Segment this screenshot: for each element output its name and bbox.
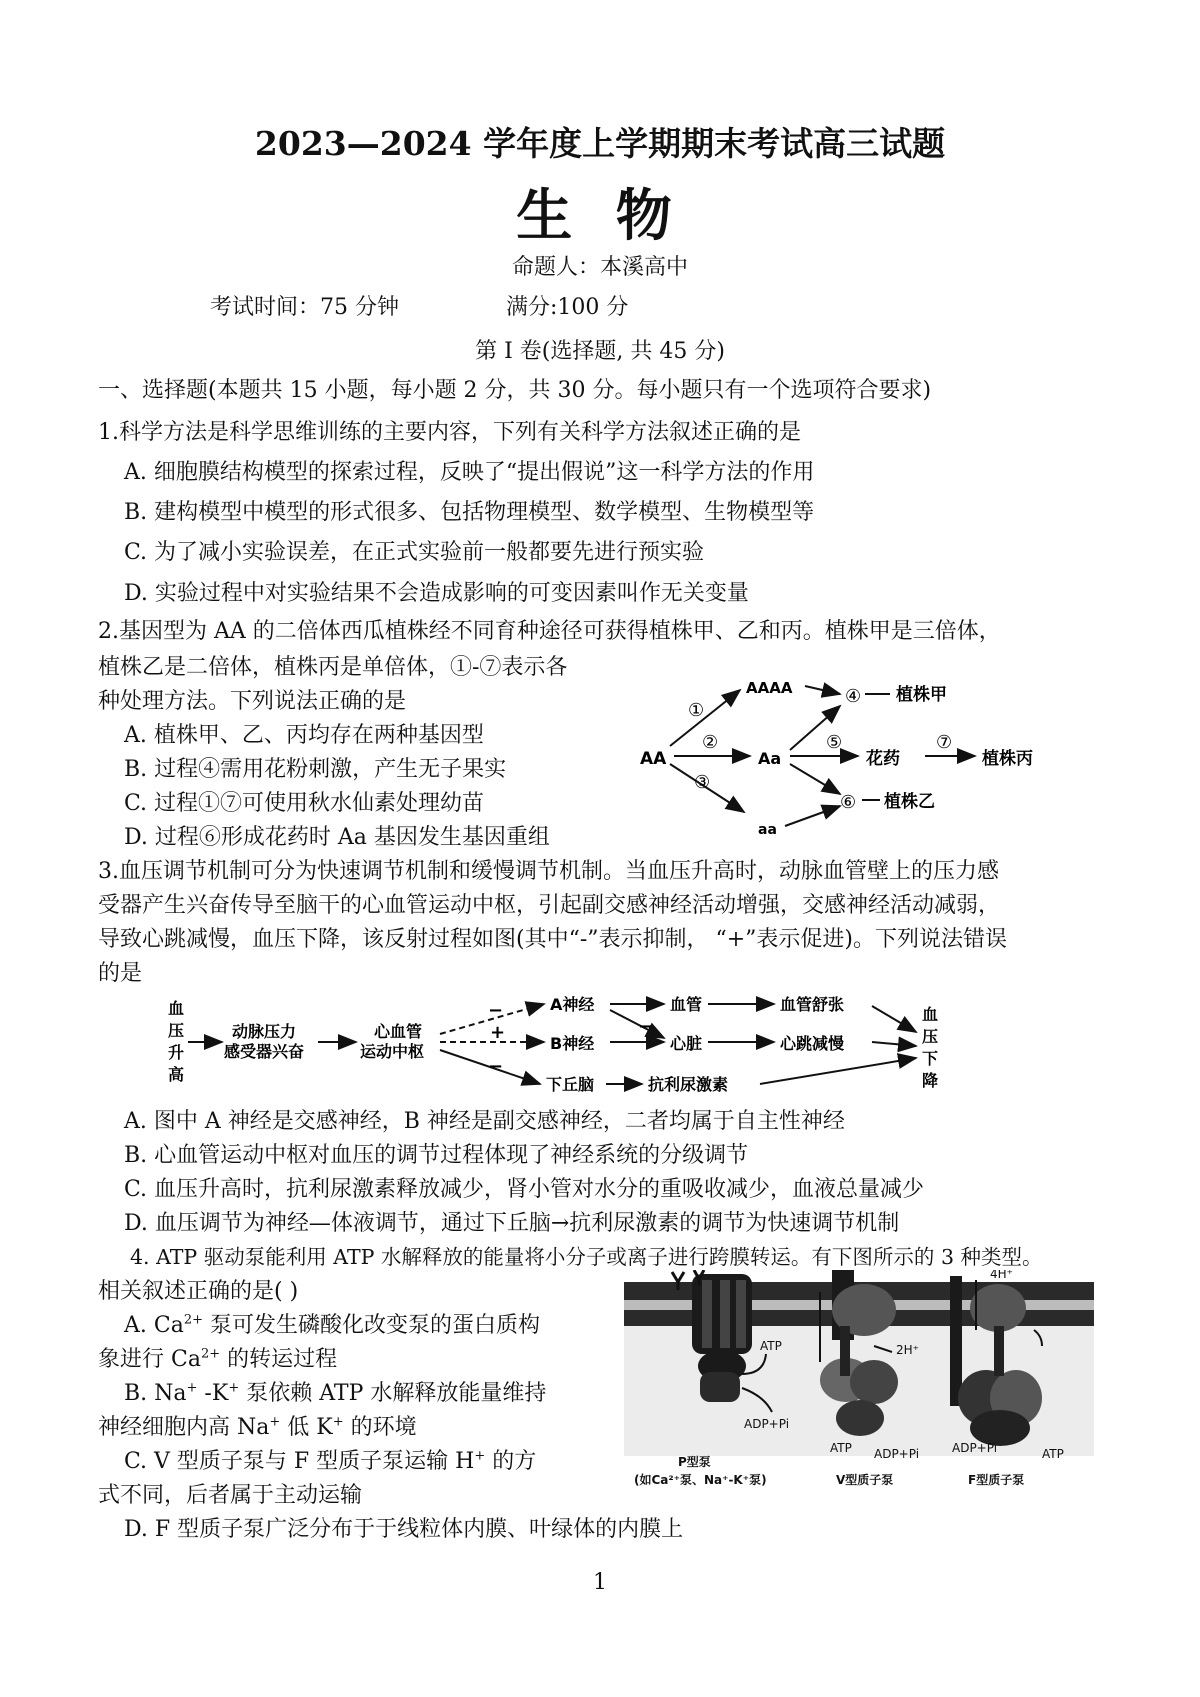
genotype-aa: aa [758, 822, 777, 836]
q2-option-d: D. 过程⑥形成花药时 Aa 基因发生基因重组 [124, 825, 550, 850]
genotype-Aa: Aa [758, 749, 782, 768]
center-line2: 运动中枢 [360, 1042, 425, 1061]
q4-b-sup1: + [186, 1380, 198, 1396]
q2-stem-line2: 植株乙是二倍体，植株丙是单倍体，①-⑦表示各 [98, 655, 568, 680]
plant-bing: 植株丙 [982, 749, 1033, 769]
step-7-label: ⑦ [936, 732, 953, 753]
fall-char-2: 压 [922, 1027, 939, 1046]
exam-time: 考试时间：75 分钟 [210, 295, 399, 320]
rise-char-1: 血 [168, 999, 185, 1018]
q1-option-b: B. 建构模型中模型的形式很多、包括物理模型、数学模型、生物模型等 [124, 500, 815, 525]
q4-option-a-line1 [124, 1308, 540, 1339]
page-number: 1 [593, 1570, 607, 1595]
f-adp-label: ADP+Pi [952, 1441, 998, 1455]
q4-c-text2: 的方 [485, 1449, 537, 1474]
step-2-label: ② [702, 732, 719, 753]
minus-sign-heart: − [638, 1016, 654, 1037]
step-5-label: ⑤ [826, 732, 843, 753]
plant-jia: 植株甲 [896, 685, 947, 705]
volume-heading: 第 Ⅰ 卷(选择题, 共 45 分) [475, 339, 725, 364]
q4-b-text1: B. Na [124, 1381, 187, 1406]
q1-option-a: A. 细胞膜结构模型的探索过程，反映了“提出假说”这一科学方法的作用 [124, 460, 815, 485]
q4-b-text6: 的环境 [343, 1415, 417, 1440]
subject-title: 生 物 [516, 183, 684, 249]
rise-char-4: 高 [168, 1065, 185, 1084]
q4-b-text5: 低 K [280, 1415, 333, 1440]
q1-option-d: D. 实验过程中对实验结果不会造成影响的可变因素叫作无关变量 [124, 581, 749, 606]
atp-pump-figure [624, 1270, 1094, 1492]
q3-stem-line2: 受器产生兴奋传导至脑干的心血管运动中枢，引起副交感神经活动增强，交感神经活动减弱， [98, 893, 1001, 918]
rise-char-2: 压 [168, 1021, 185, 1040]
p-adp-label: ADP+Pi [744, 1417, 790, 1431]
p-type-sublabel: (如Ca²⁺泵、Na⁺-K⁺泵) [634, 1473, 767, 1487]
step-3-label: ③ [694, 772, 711, 793]
step-6-label: ⑥ [840, 792, 857, 813]
q2-stem-line1: 2.基因型为 AA 的二倍体西瓜植株经不同育种途径可获得植株甲、乙和丙。植株甲是三倍体， [98, 619, 1001, 644]
fall-char-4: 降 [922, 1071, 939, 1090]
genotype-AA: AA [640, 749, 667, 769]
heart: 心脏 [670, 1034, 703, 1053]
q2-option-a: A. 植株甲、乙、丙均存在两种基因型 [124, 723, 484, 748]
q3-stem-line3: 导致心跳减慢，血压下降，该反射过程如图(其中“-”表示抑制， “+”表示促进)。下列说法错误 [98, 927, 1008, 952]
q4-option-a-line2 [98, 1342, 337, 1373]
vessel: 血管 [670, 995, 703, 1014]
section-heading: 一、选择题(本题共 15 小题，每小题 2 分，共 30 分。每小题只有一个选项符合要求) [98, 378, 932, 403]
p-atp-label: ATP [760, 1339, 782, 1353]
blood-pressure-reflex-diagram [160, 992, 950, 1098]
v-2h-label: 2H⁺ [896, 1343, 919, 1357]
plus-sign-b: + [490, 1022, 506, 1043]
q2-option-b: B. 过程④需用花粉刺激，产生无子果实 [124, 757, 507, 782]
v-atp-label: ATP [830, 1441, 852, 1455]
exam-title: 2023—2024 学年度上学期期末考试高三试题 [254, 124, 946, 163]
p-type-label: P型泵 [678, 1455, 711, 1469]
v-type-label: V型质子泵 [836, 1473, 894, 1487]
minus-sign-a: − [488, 1000, 504, 1021]
rise-char-3: 升 [168, 1043, 185, 1062]
center-line1: 心血管 [374, 1022, 423, 1041]
q4-stem-line2: 相关叙述正确的是( ) [98, 1279, 299, 1304]
q4-a-text1: A. Ca [124, 1313, 184, 1338]
q4-c-sup: + [474, 1448, 486, 1464]
fall-char-3: 下 [922, 1049, 939, 1068]
q4-stem-line1: 4. ATP 驱动泵能利用 ATP 水解释放的能量将小分子或离子进行跨膜转运。有下图所示的 3 种类型。 [130, 1245, 1043, 1269]
q4-c-text1: C. V 型质子泵与 F 型质子泵运输 H [124, 1449, 475, 1474]
q3-option-a: A. 图中 A 神经是交感神经，B 神经是副交感神经，二者均属于自主性神经 [124, 1109, 845, 1134]
f-type-label: F型质子泵 [968, 1473, 1025, 1487]
q3-option-b: B. 心血管运动中枢对血压的调节过程体现了神经系统的分级调节 [124, 1143, 749, 1168]
fall-char-1: 血 [922, 1005, 939, 1024]
q4-a-sup2: 2+ [200, 1346, 221, 1362]
q4-a-text4: 的转运过程 [220, 1347, 338, 1372]
q4-a-text3: 象进行 Ca [98, 1347, 201, 1372]
receptor-line2: 感受器兴奋 [224, 1042, 305, 1061]
step-1-label: ① [688, 700, 705, 721]
hypothalamus: 下丘脑 [546, 1075, 595, 1094]
vessel-relax: 血管舒张 [780, 995, 845, 1014]
anther-label: 花药 [866, 749, 900, 769]
nerve-a: A神经 [550, 995, 595, 1014]
breeding-pathway-diagram [640, 668, 1100, 836]
full-score: 满分:100 分 [506, 295, 629, 320]
q3-option-c: C. 血压升高时，抗利尿激素释放减少，肾小管对水分的重吸收减少，血液总量减少 [124, 1177, 925, 1202]
receptor-line1: 动脉压力 [232, 1022, 297, 1041]
q1-stem: 1.科学方法是科学思维训练的主要内容，下列有关科学方法叙述正确的是 [98, 420, 801, 445]
f-atp-label: ATP [1042, 1447, 1064, 1461]
q4-b-sup4: + [332, 1414, 344, 1430]
v-adp-label: ADP+Pi [874, 1447, 920, 1461]
q3-stem-line1: 3.血压调节机制可分为快速调节机制和缓慢调节机制。当血压升高时，动脉血管壁上的压力感 [98, 859, 999, 884]
plant-yi: 植株乙 [884, 792, 935, 812]
f-4h-label: 4H⁺ [990, 1270, 1013, 1281]
minus-sign-hypo: − [488, 1056, 504, 1077]
nerve-b: B神经 [550, 1034, 595, 1053]
q4-b-text2: -K [197, 1381, 229, 1406]
q4-b-text3: 泵依赖 ATP 水解释放能量维持 [239, 1381, 547, 1406]
step-4-label: ④ [845, 686, 862, 707]
q4-option-b-line1 [124, 1376, 546, 1407]
q4-option-c-line2: 式不同，后者属于主动运输 [98, 1483, 363, 1508]
q4-a-text2: 泵可发生磷酸化改变泵的蛋白质构 [203, 1313, 540, 1338]
q2-option-c: C. 过程①⑦可使用秋水仙素处理幼苗 [124, 791, 485, 816]
q3-option-d: D. 血压调节为神经—体液调节，通过下丘脑→抗利尿激素的调节为快速调节机制 [124, 1211, 900, 1236]
q1-option-c: C. 为了减小实验误差，在正式实验前一般都要先进行预实验 [124, 540, 705, 565]
heart-slow: 心跳减慢 [780, 1034, 845, 1053]
q4-a-sup1: 2+ [183, 1312, 203, 1328]
q3-stem-line4: 的是 [98, 961, 143, 986]
genotype-AAAA: AAAA [746, 679, 793, 697]
q4-option-c-line1 [124, 1444, 536, 1475]
q4-b-text4: 神经细胞内高 Na [98, 1415, 270, 1440]
q4-b-sup3: + [269, 1414, 281, 1430]
q4-option-b-line2 [98, 1410, 417, 1441]
author-line: 命题人：本溪高中 [511, 255, 688, 280]
q4-b-sup2: + [228, 1380, 240, 1396]
q4-option-d: D. F 型质子泵广泛分布于于线粒体内膜、叶绿体的内膜上 [124, 1517, 684, 1542]
adh: 抗利尿激素 [648, 1075, 729, 1094]
q2-stem-line3: 种处理方法。下列说法正确的是 [98, 689, 407, 714]
